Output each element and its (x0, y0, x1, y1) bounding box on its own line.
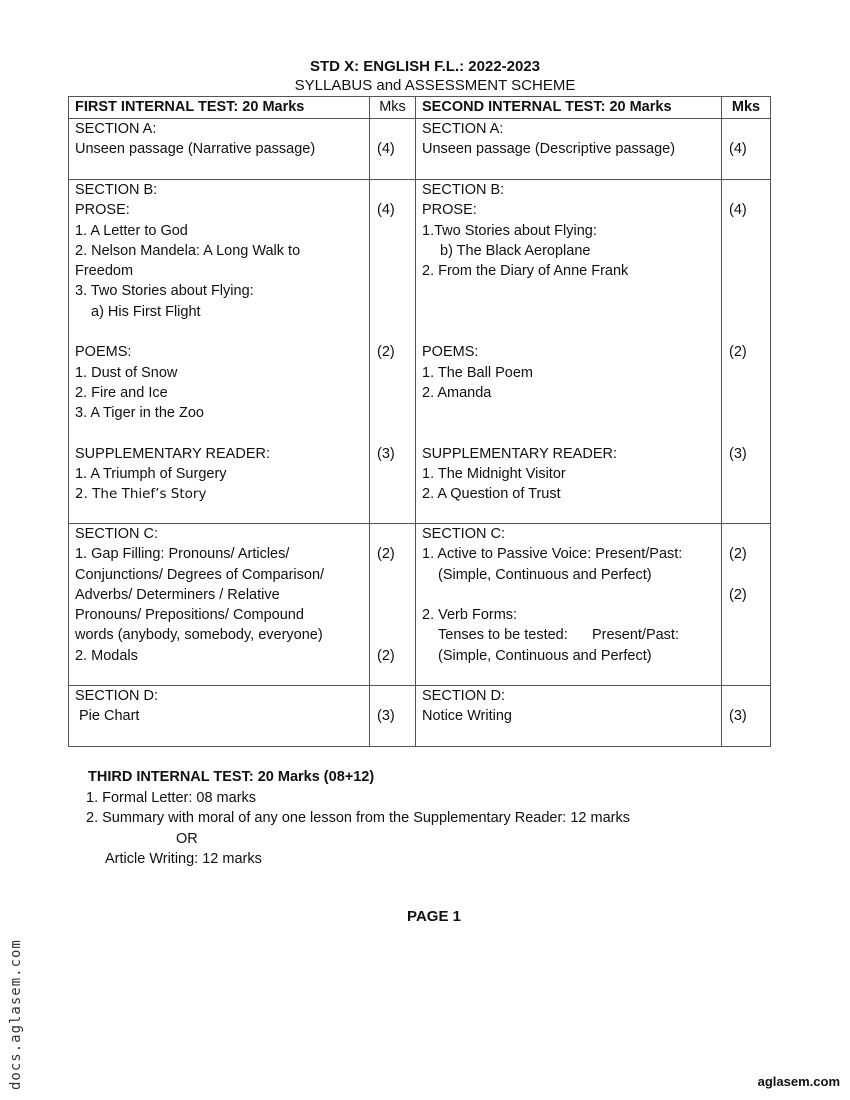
marks-value: (4) (729, 141, 747, 158)
poem-item: 2. Fire and Ice (75, 384, 168, 401)
poems-label: POEMS: (75, 344, 132, 361)
prose-item: Freedom (75, 263, 134, 280)
section-item: 2. Verb Forms: (422, 607, 518, 624)
or-label: OR (176, 830, 198, 847)
section-heading: SECTION D: (75, 688, 158, 704)
third-test-alternative: Article Writing: 12 marks (105, 851, 262, 867)
section-d-second-marks (722, 686, 771, 747)
section-item: words (anybody, somebody, everyone) (75, 627, 323, 644)
supplementary-label: SUPPLEMENTARY READER: (422, 445, 617, 462)
section-b-first-marks (370, 180, 416, 524)
assessment-table (68, 96, 771, 747)
prose-subitem: b) The Black Aeroplane (440, 242, 591, 259)
second-test-header: SECOND INTERNAL TEST: 20 Marks (416, 97, 722, 119)
third-test-item: 2. Summary with moral of any one lesson from the Supplementary Reader: 12 marks (86, 810, 630, 826)
section-item: Unseen passage (Narrative passage) (75, 141, 316, 158)
section-heading: SECTION A: (75, 121, 157, 137)
poem-item: 1. Dust of Snow (75, 364, 178, 381)
poem-item: 3. A Tiger in the Zoo (75, 405, 204, 422)
section-item: Adverbs/ Determiners / Relative (75, 586, 280, 603)
section-item: 1. Gap Filling: Pronouns/ Articles/ (75, 546, 290, 563)
marks-value: (2) (377, 546, 395, 563)
section-item: Pie Chart (79, 708, 140, 725)
prose-item: 1.Two Stories about Flying: (422, 222, 597, 239)
page-number: PAGE 1 (407, 908, 461, 925)
section-b-second (416, 180, 722, 524)
marks-value: (2) (377, 344, 395, 361)
marks-value: (3) (377, 708, 395, 725)
section-a-row (69, 119, 771, 180)
brand-label: aglasem.com (757, 1074, 840, 1089)
section-a-second (416, 119, 722, 180)
third-test-item: 1. Formal Letter: 08 marks (86, 789, 257, 806)
section-item: Pronouns/ Prepositions/ Compound (75, 607, 304, 624)
marks-value: (2) (377, 647, 395, 664)
section-b-second-marks (722, 180, 771, 524)
section-subitem: (Simple, Continuous and Perfect) (438, 566, 652, 583)
marks-value: (2) (729, 586, 747, 603)
poems-label: POEMS: (422, 344, 479, 361)
document-subtitle: SYLLABUS and ASSESSMENT SCHEME (294, 77, 576, 94)
section-heading: SECTION D: (422, 688, 505, 704)
marks-value: (4) (377, 141, 395, 158)
section-c-second-marks (722, 524, 771, 686)
table-header-row (69, 97, 771, 119)
section-item: Unseen passage (Descriptive passage) (422, 141, 676, 158)
poem-item: 2. Amanda (422, 384, 492, 401)
prose-item: 2. From the Diary of Anne Frank (422, 263, 629, 280)
section-heading: SECTION C: (422, 526, 505, 542)
second-marks-header: Mks (722, 97, 771, 119)
section-c-first-marks (370, 524, 416, 686)
poem-item: 1. The Ball Poem (422, 364, 533, 381)
supplementary-item: 2. A Question of Trust (422, 486, 561, 503)
prose-item: 2. Nelson Mandela: A Long Walk to (75, 242, 301, 259)
section-c-second (416, 524, 722, 686)
prose-subitem: a) His First Flight (91, 303, 201, 320)
supplementary-item: 1. A Triumph of Surgery (75, 466, 227, 483)
section-d-second (416, 686, 722, 747)
marks-value: (4) (729, 202, 747, 219)
section-b-first (69, 180, 370, 524)
section-heading: SECTION B: (422, 182, 505, 198)
marks-value: (4) (377, 202, 395, 219)
section-c-first (69, 524, 370, 686)
section-item: Conjunctions/ Degrees of Comparison/ (75, 566, 325, 583)
first-marks-header: Mks (370, 97, 416, 119)
marks-value: (2) (729, 546, 747, 563)
section-item: Notice Writing (422, 708, 512, 725)
supplementary-label: SUPPLEMENTARY READER: (75, 445, 270, 462)
supplementary-item: 2. The Thief’s Story (75, 486, 207, 503)
section-d-first (69, 686, 370, 747)
section-heading: SECTION B: (75, 182, 158, 198)
section-a-first (69, 119, 370, 180)
prose-item: 1. A Letter to God (75, 222, 188, 239)
section-heading: SECTION C: (75, 526, 158, 542)
third-test-block (88, 767, 630, 870)
marks-value: (3) (729, 708, 747, 725)
marks-value: (2) (729, 344, 747, 361)
document-title: STD X: ENGLISH F.L.: 2022-2023 (309, 58, 541, 75)
section-item: 2. Modals (75, 647, 138, 664)
third-test-heading: THIRD INTERNAL TEST: 20 Marks (08+12) (88, 769, 375, 785)
section-heading: SECTION A: (422, 121, 504, 137)
prose-label: PROSE: (75, 202, 130, 219)
watermark: docs.aglasem.com (8, 939, 24, 1090)
prose-item: 3. Two Stories about Flying: (75, 283, 254, 300)
marks-value: (3) (729, 445, 747, 462)
section-subitem: Tenses to be tested: Present/Past: (438, 627, 679, 644)
section-c-row (69, 524, 771, 686)
section-item: 1. Active to Passive Voice: Present/Past: (422, 546, 683, 563)
section-d-first-marks (370, 686, 416, 747)
section-subitem: (Simple, Continuous and Perfect) (438, 647, 652, 664)
marks-value: (3) (377, 445, 395, 462)
prose-label: PROSE: (422, 202, 477, 219)
section-a-second-marks (722, 119, 771, 180)
section-a-first-marks (370, 119, 416, 180)
section-d-row (69, 686, 771, 747)
first-test-header: FIRST INTERNAL TEST: 20 Marks (69, 97, 370, 119)
section-b-row (69, 180, 771, 524)
supplementary-item: 1. The Midnight Visitor (422, 466, 566, 483)
